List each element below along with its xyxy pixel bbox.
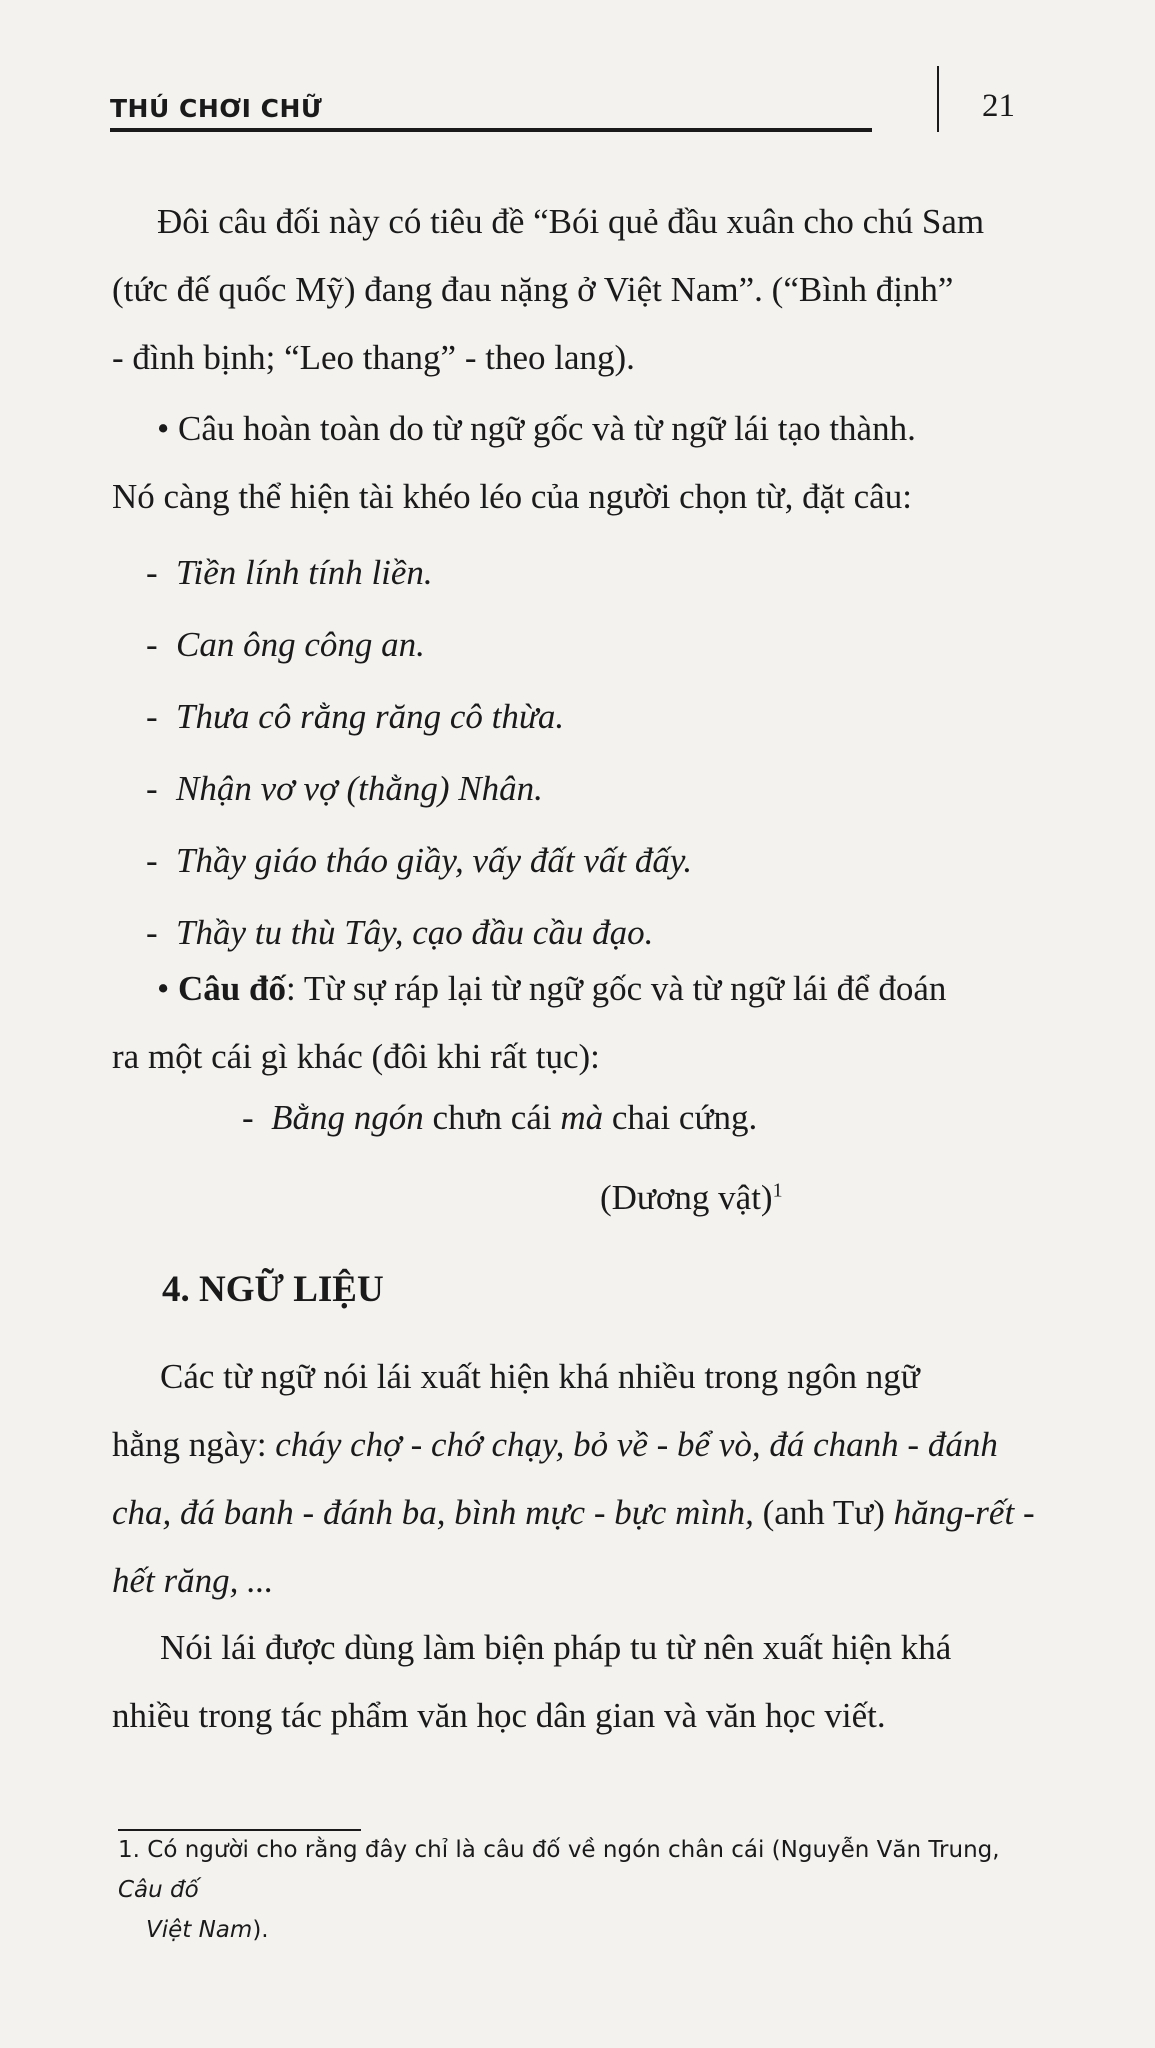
section-title: 4. NGỮ LIỆU xyxy=(162,1269,384,1310)
page-number: 21 xyxy=(982,88,1015,124)
paragraph-line: - đình bịnh; “Leo thang” - theo lang). xyxy=(112,338,635,377)
list-item: - Thưa cô rằng răng cô thừa. xyxy=(146,697,565,736)
paragraph-line: nhiều trong tác phẩm văn học dân gian và văn học viết. xyxy=(112,1696,886,1735)
example-text: Thầy giáo tháo giầy, vấy đất vất đấy. xyxy=(176,841,693,880)
paragraph-line: Các từ ngữ nói lái xuất hiện khá nhiều trong ngôn ngữ xyxy=(160,1357,920,1396)
paragraph-line: cha, đá banh - đánh ba, bình mực - bực mình, (anh Tư) hăng-rết - xyxy=(112,1493,1035,1532)
example-list xyxy=(146,537,692,969)
example-text: Tiền lính tính liền. xyxy=(176,553,433,592)
example-text: Thưa cô rằng răng cô thừa. xyxy=(176,697,565,736)
example-text: Can ông công an. xyxy=(176,625,425,664)
riddle-label: Câu đố xyxy=(178,969,286,1008)
list-item: - Nhận vơ vợ (thằng) Nhân. xyxy=(146,769,543,808)
paragraph-line: hết răng, ... xyxy=(112,1561,274,1600)
paragraph-line: Nó càng thể hiện tài khéo léo của người chọn từ, đặt câu: xyxy=(112,477,912,516)
paragraph-line: (tức đế quốc Mỹ) đang đau nặng ở Việt Nam”. (“Bình định” xyxy=(112,270,954,309)
paragraph-examples-everyday xyxy=(112,1343,1035,1615)
footnote-ref: 1 xyxy=(772,1179,783,1202)
paragraph-line: Đôi câu đối này có tiêu đề “Bói quẻ đầu xuân cho chú Sam xyxy=(157,202,985,241)
footnote xyxy=(118,1830,1048,1950)
paragraph-line: • Câu hoàn toàn do từ ngữ gốc và từ ngữ lái tạo thành. xyxy=(157,409,916,448)
list-item: - Thầy giáo tháo giầy, vấy đất vất đấy. xyxy=(146,841,693,880)
paragraph-couplet-note xyxy=(112,188,984,392)
list-item: - Thầy tu thù Tây, cạo đầu cầu đạo. xyxy=(146,913,654,952)
paragraph-line: ra một cái gì khác (đôi khi rất tục): xyxy=(112,1037,600,1076)
example-text: Thầy tu thù Tây, cạo đầu cầu đạo. xyxy=(176,913,654,952)
list-item: - Tiền lính tính liền. xyxy=(146,553,433,592)
paragraph-line: hằng ngày: cháy chợ - chớ chạy, bỏ về - bể vò, đá chanh - đánh xyxy=(112,1425,998,1464)
riddle-answer: (Dương vật)$^1$ xyxy=(600,1178,783,1217)
header-divider xyxy=(937,66,939,132)
example-text: Nhận vơ vợ (thằng) Nhân. xyxy=(176,769,543,808)
footnote-line: 1. Có người cho rằng đây chỉ là câu đố về ngón chân cái (Nguyễn Văn Trung, Câu đố xyxy=(118,1837,1000,1903)
header-rule xyxy=(110,128,872,132)
paragraph-line: • Câu đố: Từ sự ráp lại từ ngữ gốc và từ ngữ lái để đoán xyxy=(157,969,947,1008)
paragraph-full-sentence xyxy=(112,395,916,531)
running-title: THÚ CHƠI CHỮ xyxy=(110,94,323,123)
paragraph-rhetoric xyxy=(112,1614,951,1750)
paragraph-riddle-intro xyxy=(112,955,946,1091)
paragraph-line: Nói lái được dùng làm biện pháp tu từ nên xuất hiện khá xyxy=(160,1628,952,1667)
list-item: - Can ông công an. xyxy=(146,625,425,664)
riddle-line: - Bằng ngón chưn cái mà chai cứng. xyxy=(242,1098,758,1137)
footnote-line: Việt Nam). xyxy=(146,1917,269,1943)
